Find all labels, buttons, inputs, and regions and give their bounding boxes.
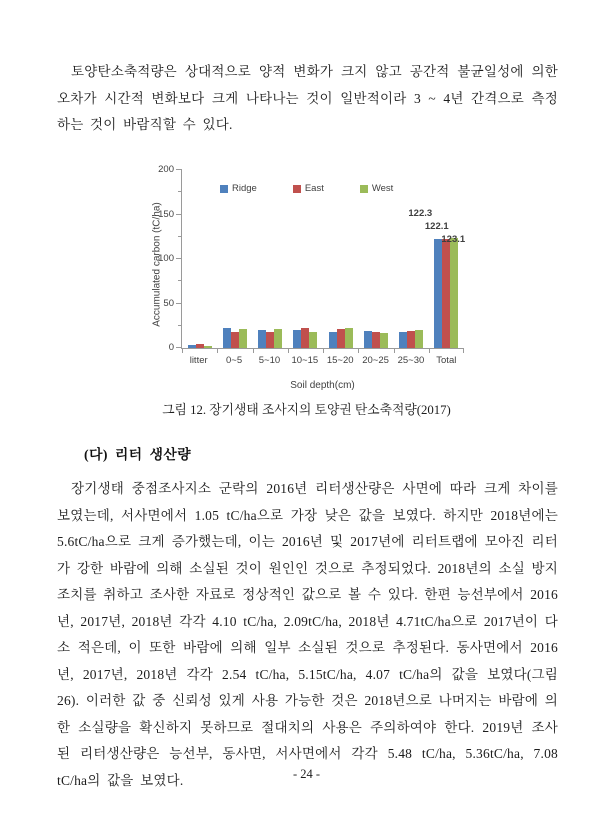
bar-east-10~15	[301, 328, 309, 348]
x-tick-mark	[358, 349, 359, 353]
x-tick-label-10~15: 10~15	[291, 355, 319, 366]
bar-ridge-25~30	[399, 332, 407, 348]
bar-east-litter	[196, 344, 204, 348]
legend-label-east: East	[304, 183, 324, 194]
x-tick-label-15~20: 15~20	[326, 355, 354, 366]
bar-east-15~20	[337, 329, 345, 348]
bar-west-litter	[204, 346, 212, 348]
y-axis-ticks	[148, 163, 178, 398]
y-tick-label-150: 150	[158, 208, 174, 220]
legend-swatch-ridge	[220, 185, 228, 193]
data-label-east: 122.1	[424, 221, 449, 233]
bar-east-25~30	[407, 331, 415, 348]
legend-label-west: West	[371, 183, 394, 194]
bar-group-total	[408, 208, 466, 348]
bar-east-total	[442, 239, 450, 348]
bar-group-0~5	[217, 328, 252, 348]
y-tick-label-0: 0	[168, 342, 174, 353]
data-label-ridge: 122.3	[408, 208, 433, 220]
bar-ridge-0~5	[223, 328, 231, 348]
data-label-west: 123.1	[441, 234, 466, 246]
x-tick-mark	[253, 349, 254, 353]
legend-swatch-east	[293, 185, 301, 193]
bar-cluster-20~25	[364, 331, 388, 348]
bar-west-total	[450, 238, 458, 348]
bar-group-20~25	[358, 331, 393, 348]
bar-groups	[182, 170, 464, 348]
x-tick-label-25~30: 25~30	[397, 355, 425, 366]
bar-ridge-total	[434, 239, 442, 348]
x-tick-label-total: Total	[436, 355, 457, 366]
legend-item-east	[293, 183, 324, 194]
bar-west-25~30	[415, 330, 423, 348]
x-tick-mark	[288, 349, 289, 353]
bar-cluster-0~5	[223, 328, 247, 348]
bar-ridge-20~25	[364, 331, 372, 348]
y-tick-label-200: 200	[158, 164, 174, 175]
legend-item-ridge	[220, 183, 257, 194]
bar-group-litter	[182, 344, 217, 348]
bar-west-15~20	[345, 328, 353, 348]
x-tick-label-litter: litter	[189, 355, 208, 366]
bar-cluster-10~15	[293, 328, 317, 348]
bar-group-25~30	[394, 330, 429, 348]
legend-label-ridge: Ridge	[232, 183, 257, 194]
x-axis-title: Soil depth(cm)	[290, 380, 355, 391]
figure-caption: 그림 12. 장기생태 조사지의 토양권 탄소축적량(2017)	[162, 403, 451, 417]
bar-cluster-5~10	[258, 329, 282, 348]
y-tick-label-50: 50	[163, 297, 174, 309]
bar-cluster-25~30	[399, 330, 423, 348]
bar-ridge-5~10	[258, 330, 266, 348]
plot-area	[181, 170, 464, 349]
bar-west-20~25	[380, 333, 388, 348]
paragraph-litter-production: 장기생태 중점조사지소 군락의 2016년 리터생산량은 사면에 따라 크게 차이를 보였는데, 서사면에서 1.05 tC/ha으로 가장 낮은 값을 보였다. 하지만 2018년에는 5.6tC/ha으로 크게 증가했는데, 이는 2016년 및 2017년에 리터트랩에 모아진 리터가 강한 바람에 의해 소실된 것이 원인인 것으로 추정되었다. 2018년의 소실 방지 조치를 취하고 조사한 자료로 정상적인 값으로 볼 수 있다. 한편 능선부에서 2016년, 2017년, 2018년 각각 4.10 tC/ha, 2.09tC/ha, 2018년 4.71tC/ha으로 2017년이 다소 적은데, 이 또한 바람에 의해 일부 소실된 것으로 추정된다. 동사면에서 2016년, 2017년, 2018년 각각 2.54 tC/ha, 5.15tC/ha, 4.07 tC/ha의 값을 보였다(그림 26). 이러한 값 중 신뢰성 있게 사용 가능한 것은 2018년으로 나머지는 바람에 의한 소실량을 확신하지 못하므로 절대치의 사용은 주의하여야 한다. 2019년 조사된 리터생산량은 능선부, 동사면, 서사면에서 각각 5.48 tC/ha, 5.36tC/ha, 7.08 tC/ha의 값을 보였다.	[57, 481, 558, 788]
bar-east-0~5	[231, 332, 239, 348]
figure-12-chart	[148, 163, 496, 398]
bar-cluster-15~20	[329, 328, 353, 348]
bar-cluster-total	[408, 208, 466, 348]
x-tick-mark	[217, 349, 218, 353]
bar-group-15~20	[323, 328, 358, 348]
legend-swatch-west	[360, 185, 368, 193]
bar-west-10~15	[309, 332, 317, 348]
y-tick-label-100: 100	[158, 253, 174, 264]
bar-cluster-litter	[188, 344, 212, 348]
bar-ridge-10~15	[293, 330, 301, 348]
bar-group-10~15	[288, 328, 323, 348]
x-tick-mark	[394, 349, 395, 353]
bar-west-5~10	[274, 329, 282, 348]
chart-legend	[220, 183, 393, 194]
legend-item-west	[360, 183, 393, 194]
x-tick-label-5~10: 5~10	[258, 355, 281, 366]
bar-east-5~10	[266, 332, 274, 348]
bar-ridge-15~20	[329, 332, 337, 348]
x-tick-mark	[182, 349, 183, 353]
section-heading: (다) 리터 생산량	[84, 447, 192, 462]
x-tick-label-20~25: 20~25	[362, 355, 389, 366]
x-tick-mark	[429, 349, 430, 353]
y-axis-title: Accumulated carbon (tC/ha)	[151, 202, 163, 327]
page-number: - 24 -	[292, 767, 321, 781]
paragraph-soil-carbon: 토양탄소축적량은 상대적으로 양적 변화가 크지 않고 공간적 불균일성에 의한 오차가 시간적 변화보다 크게 나타나는 것이 일반적이라 3 ~ 4년 간격으로 측정하는 것이 바람직할 수 있다.	[57, 64, 558, 132]
x-axis-labels	[181, 355, 464, 366]
bar-west-0~5	[239, 329, 247, 348]
x-tick-mark	[323, 349, 324, 353]
x-tick-label-0~5: 0~5	[226, 355, 243, 366]
x-tick-mark	[463, 349, 464, 353]
bar-group-5~10	[253, 329, 288, 348]
bar-ridge-litter	[188, 345, 196, 348]
bar-east-20~25	[372, 332, 380, 348]
